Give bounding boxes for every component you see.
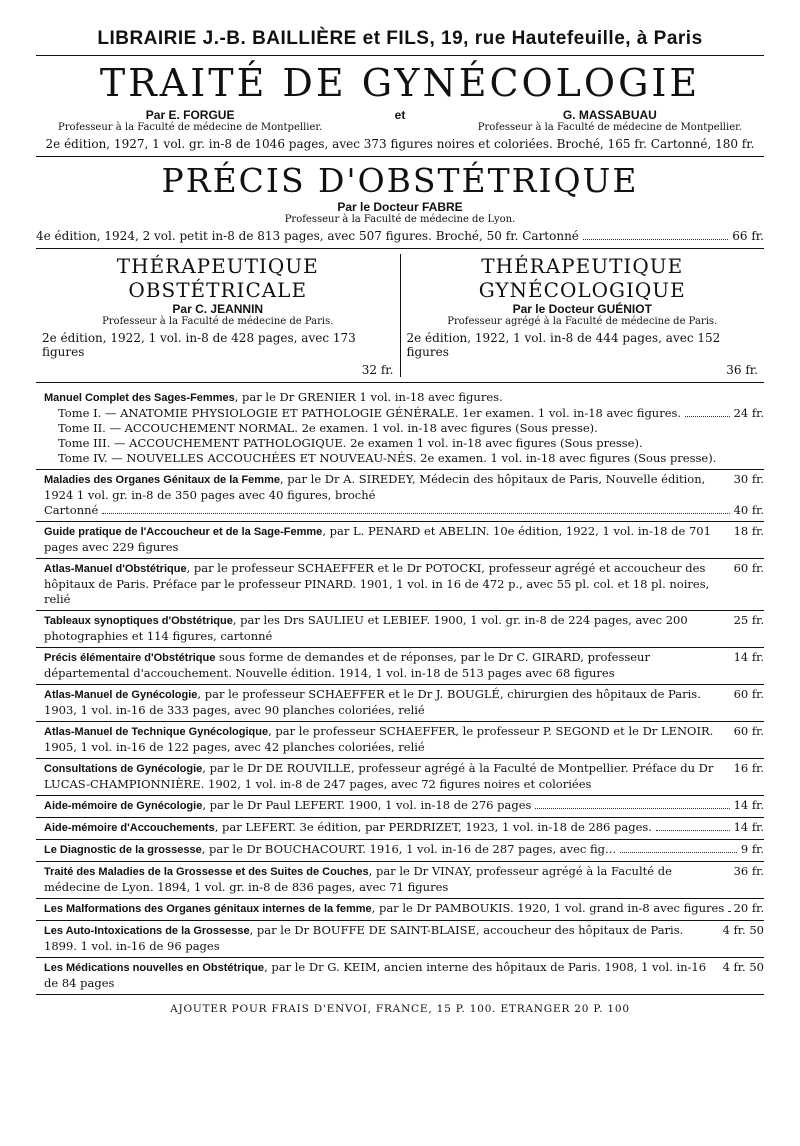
catalog-entry (36, 840, 764, 862)
entry-text: , par le Dr A. SIREDEY, Médecin des hôpitaux de Paris, Nouvelle édition, 1924 1 vol. gr. in-8 de 350 pages avec 40 figures, broché (44, 472, 706, 502)
author-role: Professeur agrégé à la Faculté de médecine de Paris. (447, 316, 718, 327)
entry-text: , par le Dr BOUCHACOURT. 1916, 1 vol. in-16 de 287 pages, avec fig... (201, 842, 617, 856)
divider (36, 248, 764, 249)
entry-body (44, 798, 764, 814)
price: 30 fr. (733, 472, 764, 486)
price: 14 fr. (733, 650, 764, 664)
entry-description (44, 820, 652, 836)
entry-description (44, 650, 726, 681)
entry-description (44, 960, 715, 991)
entry-title: Les Malformations des Organes génitaux internes de la femme (44, 903, 372, 915)
entry-extra (44, 503, 764, 518)
price: 4 fr. 50 (722, 960, 764, 974)
manuel-entry (36, 388, 764, 470)
catalog-entry (36, 921, 764, 958)
entry-text: , par le Dr BOUFFE DE SAINT-BLAISE, accoucheur des hôpitaux de Paris. 1899. 1 vol. in-16 de 96 pages (44, 923, 684, 953)
catalog-entry (36, 759, 764, 796)
entry-title: Les Médications nouvelles en Obstétrique (44, 962, 265, 974)
price: 32 fr. (361, 363, 394, 377)
catalog-entry (36, 818, 764, 840)
tome-line (44, 406, 764, 421)
entry-body (44, 724, 764, 755)
price: 4 fr. 50 (722, 923, 764, 937)
entry-text: , par les Drs SAULIEU et LEBIEF. 1900, 1 vol. gr. in-8 de 224 pages, avec 200 photographies et 114 figures, cartonné (44, 613, 688, 643)
catalog-entry (36, 611, 764, 648)
price: 20 fr. (733, 901, 764, 915)
extra-text: Cartonné (44, 503, 99, 517)
author-name: G. MASSABUAU (562, 108, 657, 122)
entry-text: , par le Dr VINAY, professeur agrégé à la Faculté de médecine de Lyon. 1894, 1 vol. gr. in-8 de 836 pages, avec 71 figures (44, 864, 672, 894)
catalog-entry (36, 862, 764, 899)
edition-text: 2e édition, 1922, 1 vol. in-8 de 428 pages, avec 173 figures (42, 331, 356, 359)
entry-title: Consultations de Gynécologie (44, 763, 203, 775)
catalog-entry (36, 685, 764, 722)
entry-title: Tableaux synoptiques d'Obstétrique (44, 615, 233, 627)
author-name: Par le Docteur GUÉNIOT (512, 302, 652, 316)
price: 36 fr. (733, 864, 764, 878)
dot-leader (583, 238, 728, 240)
entry-heading (44, 390, 764, 406)
entry-body (44, 561, 764, 607)
price: 60 fr. (733, 687, 764, 701)
entry-title: Maladies des Organes Génitaux de la Femme (44, 474, 280, 486)
entry-body (44, 472, 764, 503)
author-block (478, 108, 742, 133)
edition-info (36, 229, 764, 243)
catalog-entry (36, 648, 764, 685)
dot-leader (656, 829, 730, 831)
catalog-entry (36, 559, 764, 611)
catalog-entry (36, 722, 764, 759)
dot-leader (620, 851, 737, 853)
entry-title: Traité des Maladies de la Grossesse et des Suites de Couches (44, 866, 369, 878)
author-role: Professeur à la Faculté de médecine de Lyon. (284, 214, 516, 225)
price: 18 fr. (733, 524, 764, 538)
publisher-header: LIBRAIRIE J.-B. BAILLIÈRE et FILS, 19, rue Hautefeuille, à Paris (97, 28, 703, 49)
catalog-entry (36, 958, 764, 995)
entry-body (44, 524, 764, 555)
catalog-page (36, 28, 764, 1015)
entry-description (44, 842, 616, 858)
entry-description (44, 561, 726, 607)
tome-line: Tome III. — ACCOUCHEMENT PATHOLOGIQUE. 2e examen 1 vol. in-18 avec figures (Sous presse). (58, 436, 643, 450)
price: 24 fr. (733, 406, 764, 420)
entry-body (44, 650, 764, 681)
entry-text: , par le professeur SCHAEFFER, le professeur P. SEGOND et le Dr LENOIR. 1905, 1 vol. in-16 de 122 pages, avec 42 planches coloriées, relié (44, 724, 714, 754)
author-role: Professeur à la Faculté de médecine de Montpellier. (477, 122, 742, 133)
price: 9 fr. (740, 842, 764, 856)
author-name: Par E. FORGUE (145, 108, 235, 122)
dot-leader (685, 415, 729, 417)
authors-row (36, 108, 764, 133)
entry-title: Manuel Complet des Sages-Femmes (44, 392, 235, 404)
edition-info: 2e édition, 1927, 1 vol. gr. in-8 de 1046 pages, avec 373 figures noires et coloriées. Broché, 165 fr. Cartonné, 180 fr. (45, 137, 755, 151)
entry-title: Le Diagnostic de la grossesse (44, 844, 202, 856)
entry-body (44, 901, 764, 917)
entry-description (44, 687, 726, 718)
catalog-entry (36, 899, 764, 921)
divider (36, 382, 764, 383)
catalog-entry (36, 522, 764, 559)
entry-body (44, 613, 764, 644)
dot-leader (102, 512, 729, 514)
price: 60 fr. (733, 561, 764, 575)
entry-text: , par le Dr Paul LEFERT. 1900, 1 vol. in-18 de 276 pages (202, 798, 532, 812)
entry-text: , par le Dr GRENIER 1 vol. in-18 avec figures. (234, 390, 503, 404)
price: 60 fr. (733, 724, 764, 738)
entry-description (44, 923, 715, 954)
edition-text: 2e édition, 1922, 1 vol. in-8 de 444 pages, avec 152 figures (406, 331, 721, 359)
author-role: Professeur à la Faculté de médecine de Montpellier. (58, 122, 323, 133)
price: 14 fr. (733, 820, 764, 834)
entry-title: Aide-mémoire de Gynécologie (44, 800, 203, 812)
entry-title: Atlas-Manuel de Gynécologie (44, 689, 198, 701)
tome-line: Tome II. — ACCOUCHEMENT NORMAL. 2e examen. 1 vol. in-18 avec figures (Sous presse). (58, 421, 598, 435)
two-column-section (36, 254, 764, 377)
author-block (58, 108, 322, 133)
entry-text: , par LEFERT. 3e édition, par PERDRIZET, 1923, 1 vol. in-18 de 286 pages. (214, 820, 652, 834)
entry-title: Précis élémentaire d'Obstétrique (44, 652, 216, 664)
catalog-entries (36, 470, 764, 995)
price: 14 fr. (733, 798, 764, 812)
price: 25 fr. (733, 613, 764, 627)
catalog-entry (36, 796, 764, 818)
entry-body (44, 761, 764, 792)
entry-body (44, 820, 764, 836)
tome-line: Tome IV. — NOUVELLES ACCOUCHÉES ET NOUVEAU-NÉS. 2e examen. 1 vol. in-18 avec figures (Sous presse). (58, 451, 717, 465)
book-title: THÉRAPEUTIQUE OBSTÉTRICALE (116, 254, 319, 302)
entry-body (44, 687, 764, 718)
book-column (400, 254, 765, 377)
entry-text: , par le Dr DE ROUVILLE, professeur agrégé à la Faculté de Montpellier. Préface du Dr LUCAS-CHAMPIONNIÈRE. 1902, 1 vol. in-8 de 247 pages, avec 72 figures noires et coloriées (44, 761, 714, 791)
author-role: Professeur à la Faculté de médecine de Paris. (102, 316, 334, 327)
entry-title: Les Auto-Intoxications de la Grossesse (44, 925, 250, 937)
entry-body (44, 842, 764, 858)
edition-text: 4e édition, 1924, 2 vol. petit in-8 de 813 pages, avec 507 figures. Broché, 50 fr. Cartonné (36, 229, 579, 243)
tome-text: Tome I. — ANATOMIE PHYSIOLOGIE ET PATHOLOGIE GÉNÉRALE. 1er examen. 1 vol. in-18 avec figures. (58, 406, 682, 420)
entry-description (44, 798, 531, 814)
catalog-entry (36, 470, 764, 522)
entry-description (44, 901, 724, 917)
author-name: Par le Docteur FABRE (337, 200, 463, 214)
shipping-note: AJOUTER POUR FRAIS D'ENVOI, FRANCE, 15 P. 100. ETRANGER 20 P. 100 (170, 1003, 630, 1015)
book-title: PRÉCIS D'OBSTÉTRIQUE (161, 161, 639, 200)
dot-leader (535, 807, 729, 809)
entry-description (44, 613, 726, 644)
price: 40 fr. (733, 503, 764, 517)
divider (36, 156, 764, 157)
entry-body (44, 923, 764, 954)
entry-title: Aide-mémoire d'Accouchements (44, 822, 215, 834)
dot-leader (728, 910, 729, 912)
entry-text: , par le professeur SCHAEFFER et le Dr J. BOUGLÉ, chirurgien des hôpitaux de Paris. 1903, 1 vol. in-16 de 333 pages, avec 90 planches coloriées, relié (44, 687, 701, 717)
entry-description (44, 761, 726, 792)
divider (36, 55, 764, 56)
entry-description (44, 864, 726, 895)
entry-text: , par le Dr G. KEIM, ancien interne des hôpitaux de Paris. 1908, 1 vol. in-16 de 84 pages (44, 960, 707, 990)
entry-description (44, 472, 726, 503)
book-column (36, 254, 400, 377)
book-title: THÉRAPEUTIQUE GYNÉCOLOGIQUE (478, 254, 686, 302)
entry-text: , par le Dr PAMBOUKIS. 1920, 1 vol. grand in-8 avec figures (371, 901, 725, 915)
book-title: TRAITÉ DE GYNÉCOLOGIE (99, 61, 701, 105)
entry-text: , par le professeur SCHAEFFER et le Dr POTOCKI, professeur agrégé et accoucheur des hôpitaux de Paris. Préface par le professeur PINARD. 1901, 1 vol. in 16 de 472 p., avec 55 pl. col. et 18 pl. noires, relié (44, 561, 710, 606)
entry-title: Atlas-Manuel d'Obstétrique (44, 563, 187, 575)
entry-body (44, 960, 764, 991)
entry-description (44, 724, 726, 755)
entry-text: sous forme de demandes et de réponses, par le Dr C. GIRARD, professeur départemental d'accouchement. Nouvelle édition. 1914, 1 vol. in-18 de 513 pages avec 68 figures (44, 650, 650, 680)
price: 16 fr. (733, 761, 764, 775)
entry-description (44, 524, 726, 555)
conjunction: et (394, 108, 406, 122)
price: 36 fr. (726, 363, 758, 377)
entry-text: , par L. PENARD et ABELIN. 10e édition, 1922, 1 vol. in-18 de 701 pages avec 229 figures (44, 524, 711, 554)
entry-title: Guide pratique de l'Accoucheur et de la Sage-Femme (44, 526, 323, 538)
author-name: Par C. JEANNIN (172, 302, 264, 316)
price: 66 fr. (732, 229, 764, 243)
entry-body (44, 864, 764, 895)
entry-title: Atlas-Manuel de Technique Gynécologique (44, 726, 269, 738)
